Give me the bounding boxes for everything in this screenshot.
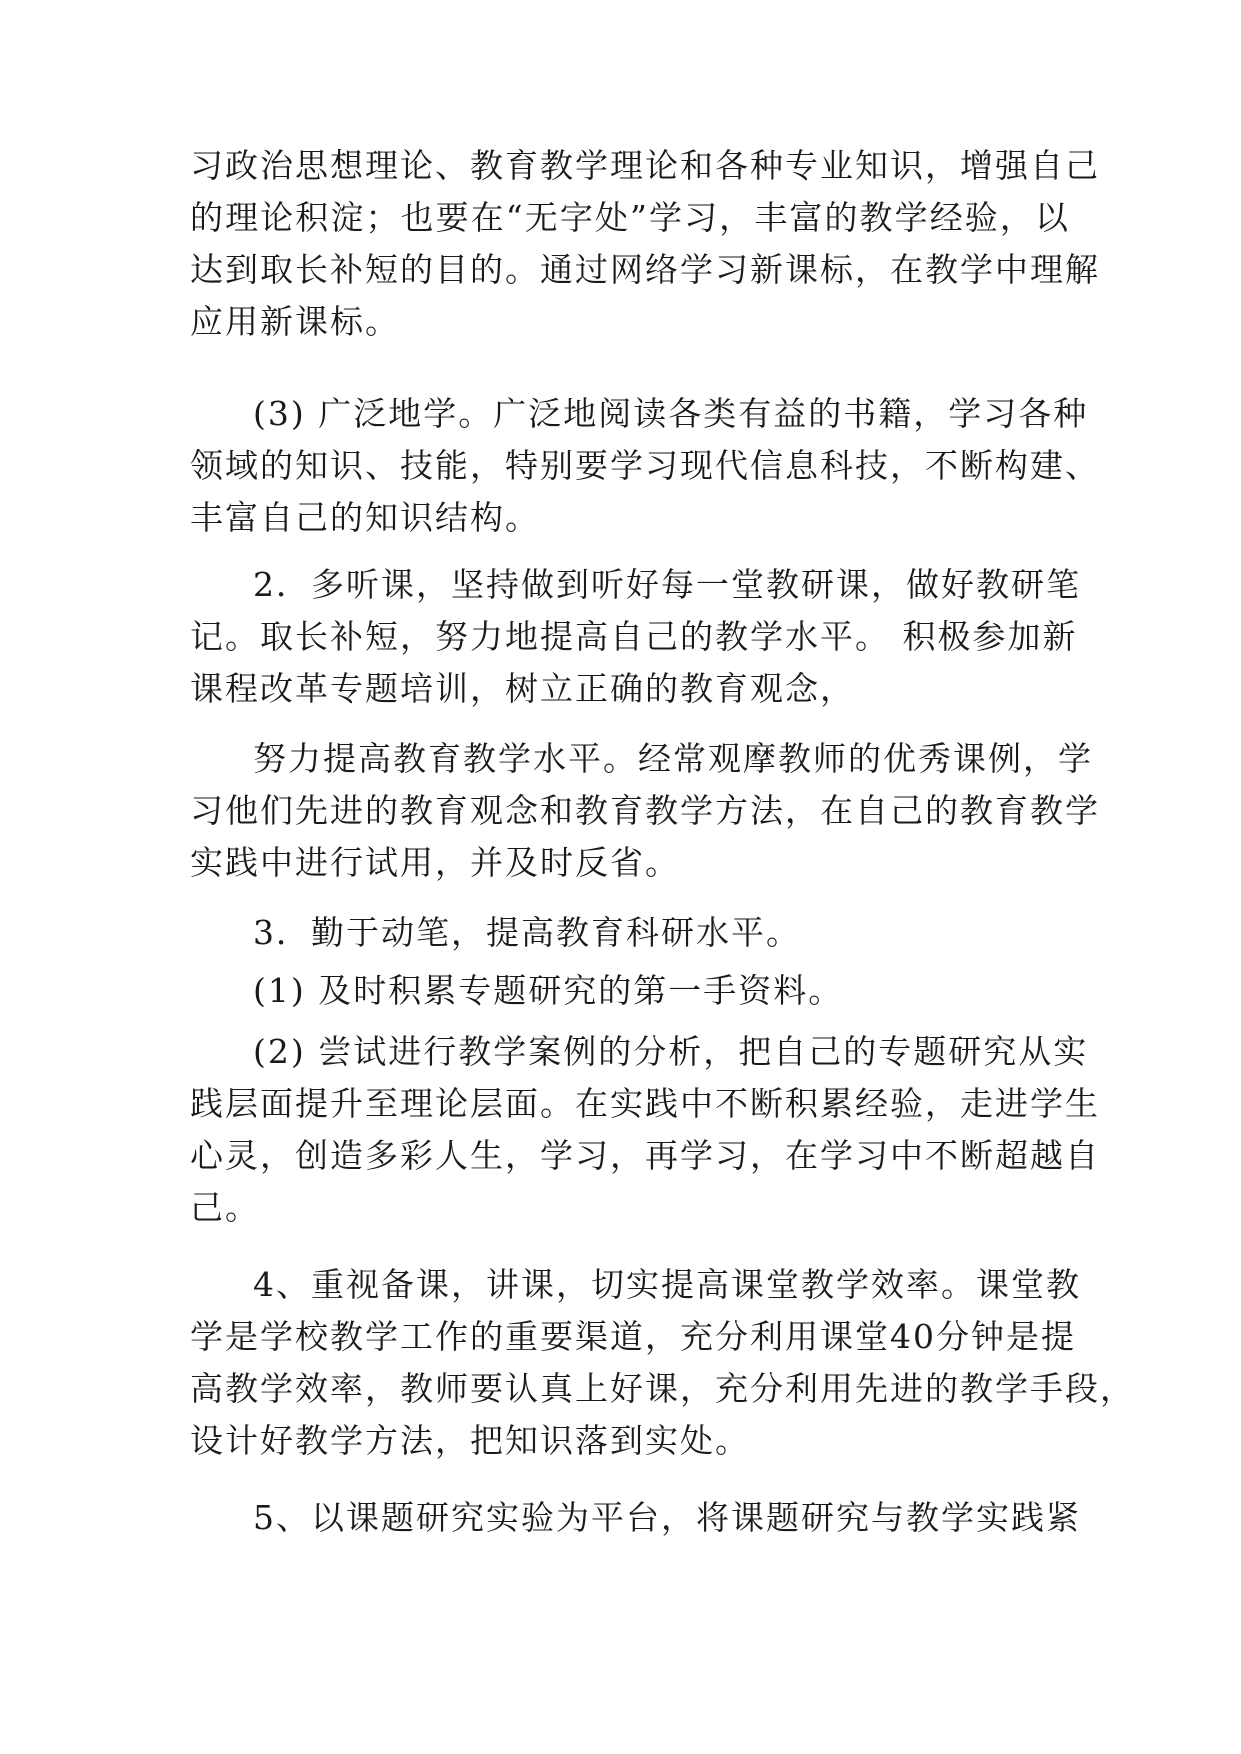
text-line: 达到取长补短的目的。通过网络学习新课标，在教学中理解 [190, 250, 1100, 289]
text-line: 丰富自己的知识结构。 [190, 498, 540, 537]
text-line: 的理论积淀；也要在“无字处”学习，丰富的教学经验，以 [190, 198, 1070, 237]
text-line: 学是学校教学工作的重要渠道，充分利用课堂40分钟是提 [190, 1317, 1076, 1356]
text-line: 5、以课题研究实验为平台，将课题研究与教学实践紧 [253, 1498, 1081, 1537]
text-line: 4、重视备课，讲课，切实提高课堂教学效率。课堂教 [253, 1265, 1081, 1304]
text-line: 实践中进行试用，并及时反省。 [190, 843, 680, 882]
text-line: 心灵，创造多彩人生，学习，再学习，在学习中不断超越自 [190, 1136, 1100, 1175]
text-line: (3) 广泛地学。广泛地阅读各类有益的书籍，学习各种 [253, 394, 1089, 433]
text-line: 高教学效率，教师要认真上好课，充分利用先进的教学手段， [190, 1369, 1135, 1408]
text-line: 记。取长补短，努力地提高自己的教学水平。 积极参加新 [190, 617, 1078, 656]
text-line: 课程改革专题培训，树立正确的教育观念， [190, 669, 855, 708]
text-line: 践层面提升至理论层面。在实践中不断积累经验，走进学生 [190, 1084, 1100, 1123]
text-line: (1) 及时积累专题研究的第一手资料。 [253, 971, 844, 1010]
text-line: 习他们先进的教育观念和教育教学方法，在自己的教育教学 [190, 791, 1100, 830]
text-line: 3．勤于动笔，提高教育科研水平。 [253, 913, 801, 952]
text-line: 应用新课标。 [190, 302, 400, 341]
text-line: 习政治思想理论、教育教学理论和各种专业知识，增强自己 [190, 146, 1100, 185]
text-line: 努力提高教育教学水平。经常观摩教师的优秀课例，学 [253, 739, 1093, 778]
text-line: 设计好教学方法，把知识落到实处。 [190, 1421, 750, 1460]
text-line: (2) 尝试进行教学案例的分析，把自己的专题研究从实 [253, 1032, 1089, 1071]
text-line: 己。 [190, 1188, 260, 1227]
text-line: 领域的知识、技能，特别要学习现代信息科技，不断构建、 [190, 446, 1100, 485]
text-line: 2．多听课，坚持做到听好每一堂教研课，做好教研笔 [253, 565, 1081, 604]
